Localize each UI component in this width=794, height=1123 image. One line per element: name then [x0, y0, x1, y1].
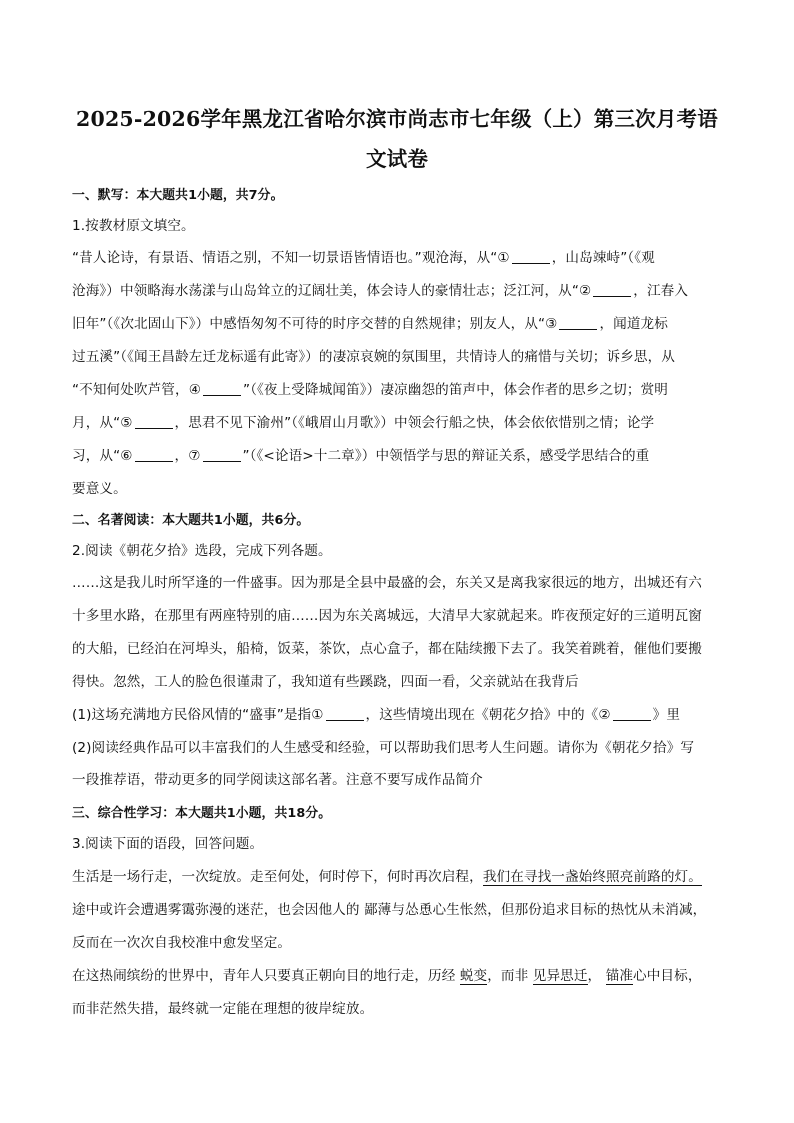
sub-question-2-line-1: (2)阅读经典作品可以丰富我们的人生感受和经验，可以帮助我们思考人生问题。请你为《朝花夕拾》写 [72, 740, 695, 756]
passage-line: 而非茫然失措，最终就一定能在理想的彼岸绽放。 [72, 1001, 374, 1017]
answer-blank[interactable] [613, 706, 651, 721]
section-2-header: 二、名著阅读：本大题共1小题，共6分。 [72, 513, 310, 528]
passage-line: 旧年”（《次北固山下》）中感悟匆匆不可待的时序交替的自然规律；别友人，从“③ ，闻道龙标 [72, 316, 668, 332]
passage-line: ……这是我儿时所罕逢的一件盛事。因为那是全县中最盛的会，东关又是离我家很远的地方，出城还有六 [72, 575, 702, 591]
passage-line: “不知何处吹芦管，④ ”（《夜上受降城闻笛》）凄凉幽怨的笛声中，体会作者的思乡之切；赏明 [72, 382, 668, 398]
question-1-label: 1.按教材原文填空。 [72, 218, 195, 234]
exam-title-line-2: 文试卷 [365, 147, 429, 171]
question-2-label: 2.阅读《朝花夕拾》选段，完成下列各题。 [72, 543, 332, 559]
sub-question-1: (1)这场充满地方民俗风情的“盛事”是指① ，这些情境出现在《朝花夕拾》中的《② 》里 [72, 707, 681, 723]
passage-line: 生活是一场行走，一次绽放。走至何处，何时停下，何时再次启程，我们在寻找一盏始终照亮前路的灯。 [72, 869, 702, 885]
passage-line: 沧海》）中领略海水荡漾与山岛耸立的辽阔壮美，体会诗人的豪情壮志；泛江河，从“② ，江春入 [72, 283, 689, 299]
passage-line: 过五溪”（《闻王昌龄左迁龙标遥有此寄》）的凄凉哀婉的氛围里，共情诗人的痛惜与关切；诉乡思，从 [72, 349, 675, 365]
passage-line: 反而在一次次自我校准中愈发坚定。 [72, 935, 292, 951]
passage-line: “昔人论诗，有景语、情语之别，不知一切景语皆情语也。”观沧海，从“① ，山岛竦峙”（《观 [72, 250, 655, 266]
answer-blank[interactable] [135, 447, 173, 462]
answer-blank[interactable] [559, 315, 597, 330]
section-3-header: 三、综合性学习：本大题共1小题，共18分。 [72, 806, 332, 821]
answer-blank[interactable] [135, 414, 173, 429]
sub-question-2-line-2: 一段推荐语，带动更多的同学阅读这部名著。注意不要写成作品简介 [72, 772, 483, 788]
passage-line: 得快。忽然，工人的脸色很谨肃了，我知道有些蹊跷，四面一看，父亲就站在我背后 [72, 674, 579, 690]
exam-title-line-1: 2025-2026学年黑龙江省哈尔滨市尚志市七年级（上）第三次月考语 [76, 107, 718, 131]
passage-line: 要意义。 [72, 481, 127, 497]
underlined-sentence: 我们在寻找一盏始终照亮前路的灯。 [482, 869, 702, 885]
answer-blank[interactable] [326, 706, 364, 721]
passage-line: 月，从“⑤ ，思君不见下渝州”（《峨眉山月歌》）中领会行船之快，体会依依惜别之情；论学 [72, 415, 655, 431]
question-3-label: 3.阅读下面的语段，回答问题。 [72, 836, 264, 852]
passage-line: 的大船，已经泊在河埠头，船椅，饭菜，茶饮，点心盒子，都在陆续搬下去了。我笑着跳着，催他们要搬 [72, 641, 702, 657]
passage-line: 习，从“⑥ ，⑦ ”（《<论语>十二章》）中领悟学与思的辩证关系，感受学思结合的重 [72, 448, 650, 464]
passage-line: 途中或许会遭遇雾霭弥漫的迷茫，也会因他人的 鄙薄与怂恿心生怅然，但那份追求目标的热忱从未消减， [72, 902, 707, 918]
answer-blank[interactable] [203, 447, 241, 462]
underlined-word: 见异思迁 [532, 968, 588, 984]
section-1-header: 一、默写：本大题共1小题，共7分。 [72, 188, 284, 203]
answer-blank[interactable] [203, 381, 241, 396]
answer-blank[interactable] [512, 249, 550, 264]
passage-line: 在这热闹缤纷的世界中，青年人只要真正朝向目的地行走，历经 蜕变，而非 见异思迁， 锚准心中目标， [72, 968, 702, 984]
answer-blank[interactable] [593, 282, 631, 297]
passage-line: 十多里水路，在那里有两座特别的庙……因为东关离城远，大清早大家就起来。昨夜预定好的三道明瓦窗 [72, 608, 702, 624]
underlined-word: 蜕变 [459, 968, 488, 984]
underlined-word: 锚准 [605, 968, 634, 984]
